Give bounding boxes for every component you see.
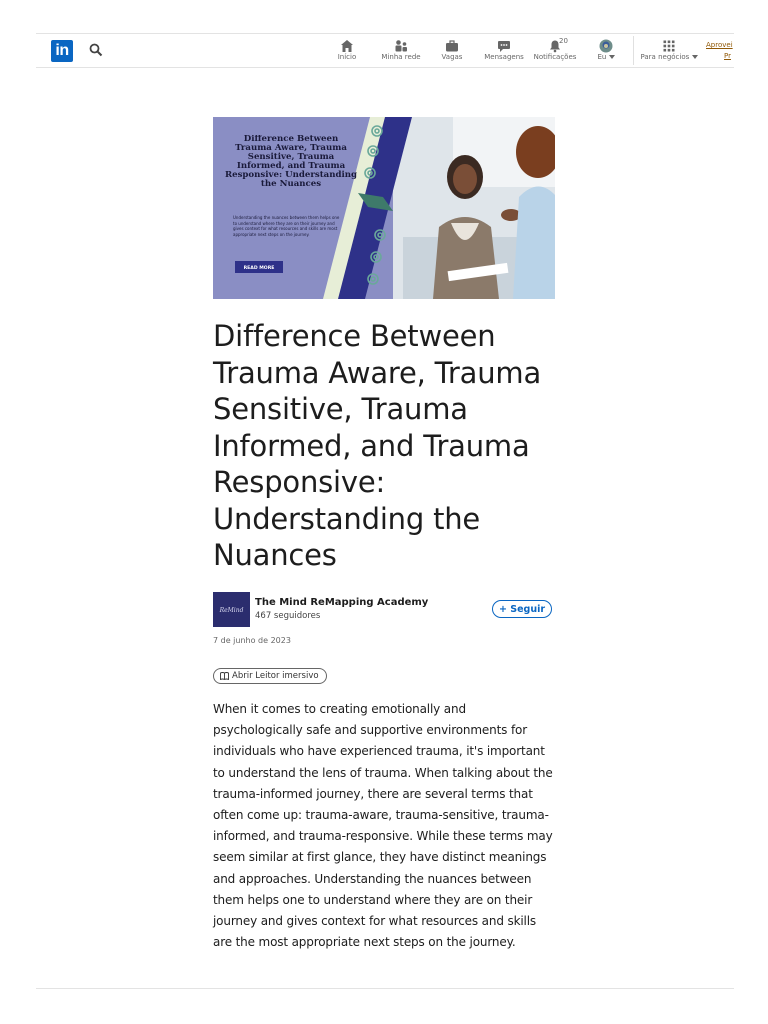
- cover-cta: READ MORE: [243, 266, 275, 271]
- nav-divider: [633, 36, 634, 65]
- nav-messaging[interactable]: [483, 37, 525, 65]
- nav-home[interactable]: [332, 37, 362, 65]
- nav-network-label: Minha rede: [381, 53, 421, 61]
- follow-label: Seguir: [510, 604, 546, 615]
- grid-icon: [662, 39, 676, 53]
- premium-line-1: Aprovei: [706, 41, 733, 49]
- book-icon: [220, 672, 229, 680]
- nav-home-label: Início: [337, 53, 357, 61]
- chevron-down-icon: [609, 55, 615, 59]
- home-icon: [340, 39, 354, 53]
- search-icon[interactable]: [88, 42, 104, 58]
- global-nav: [36, 33, 734, 68]
- article-cover-image: [213, 117, 555, 299]
- messaging-icon: [497, 39, 511, 53]
- nav-messaging-label: Mensagens: [484, 53, 524, 61]
- avatar-icon: [599, 39, 613, 53]
- nav-jobs-label: Vagas: [441, 53, 463, 61]
- cover-title: Difference Between Trauma Aware, Trauma Sensitive, Trauma Informed, and Trauma Responsive: Understanding the Nuances: [224, 135, 358, 189]
- nav-for-business-label: [638, 53, 700, 62]
- author-name[interactable]: The Mind ReMapping Academy: [255, 597, 429, 608]
- nav-notifications[interactable]: [532, 37, 578, 65]
- nav-me[interactable]: [593, 37, 619, 65]
- notifications-count-badge: 20: [559, 37, 568, 45]
- nav-for-business[interactable]: [638, 37, 700, 65]
- premium-line-2: Pr: [724, 52, 731, 60]
- author-logo-text: ReMind: [219, 607, 244, 614]
- article-title: Difference Between Trauma Aware, Trauma Sensitive, Trauma Informed, and Trauma Responsive: Understanding the Nuances: [213, 319, 542, 572]
- chevron-down-icon: [692, 55, 698, 59]
- bottom-divider: [36, 988, 734, 989]
- premium-link[interactable]: [706, 40, 733, 62]
- nav-me-label: [593, 53, 619, 62]
- nav-notifications-label: Notificações: [533, 53, 577, 61]
- author-logo[interactable]: [213, 592, 250, 627]
- nav-network[interactable]: [378, 37, 424, 65]
- linkedin-logo[interactable]: in: [51, 40, 73, 62]
- briefcase-icon: [445, 39, 459, 53]
- plus-icon: +: [498, 604, 507, 615]
- immersive-reader-button[interactable]: [213, 668, 327, 684]
- network-icon: [394, 39, 408, 53]
- publish-date: 7 de junho de 2023: [213, 636, 291, 645]
- follower-count: 467 seguidores: [255, 611, 321, 621]
- article-body-paragraph: When it comes to creating emotionally and psychologically safe and supportive environments for individuals who have experienced trauma, it's important to understand the lens of trauma. When talking about the trauma-informed journey, there are several terms that often come up: trauma-aware, trauma-sensitive, trauma-informed, and trauma-responsive. While these terms may seem similar at first glance, they have distinct meanings and approaches. Understanding the nuances between them helps one to understand where they are on their journey and gives context for what resources and skills are the most appropriate next steps on the journey.: [213, 702, 553, 950]
- follow-button[interactable]: [492, 600, 552, 618]
- nav-me-text: Eu: [597, 53, 607, 61]
- immersive-reader-label: Abrir Leitor imersivo: [232, 671, 319, 681]
- nav-jobs[interactable]: [438, 37, 466, 65]
- cover-blurb: Understanding the nuances between them helps one to understand where they are on their journey and gives context for what resources and skills are most appropriate next steps on the journey.: [233, 215, 340, 237]
- nav-for-business-text: Para negócios: [640, 53, 690, 61]
